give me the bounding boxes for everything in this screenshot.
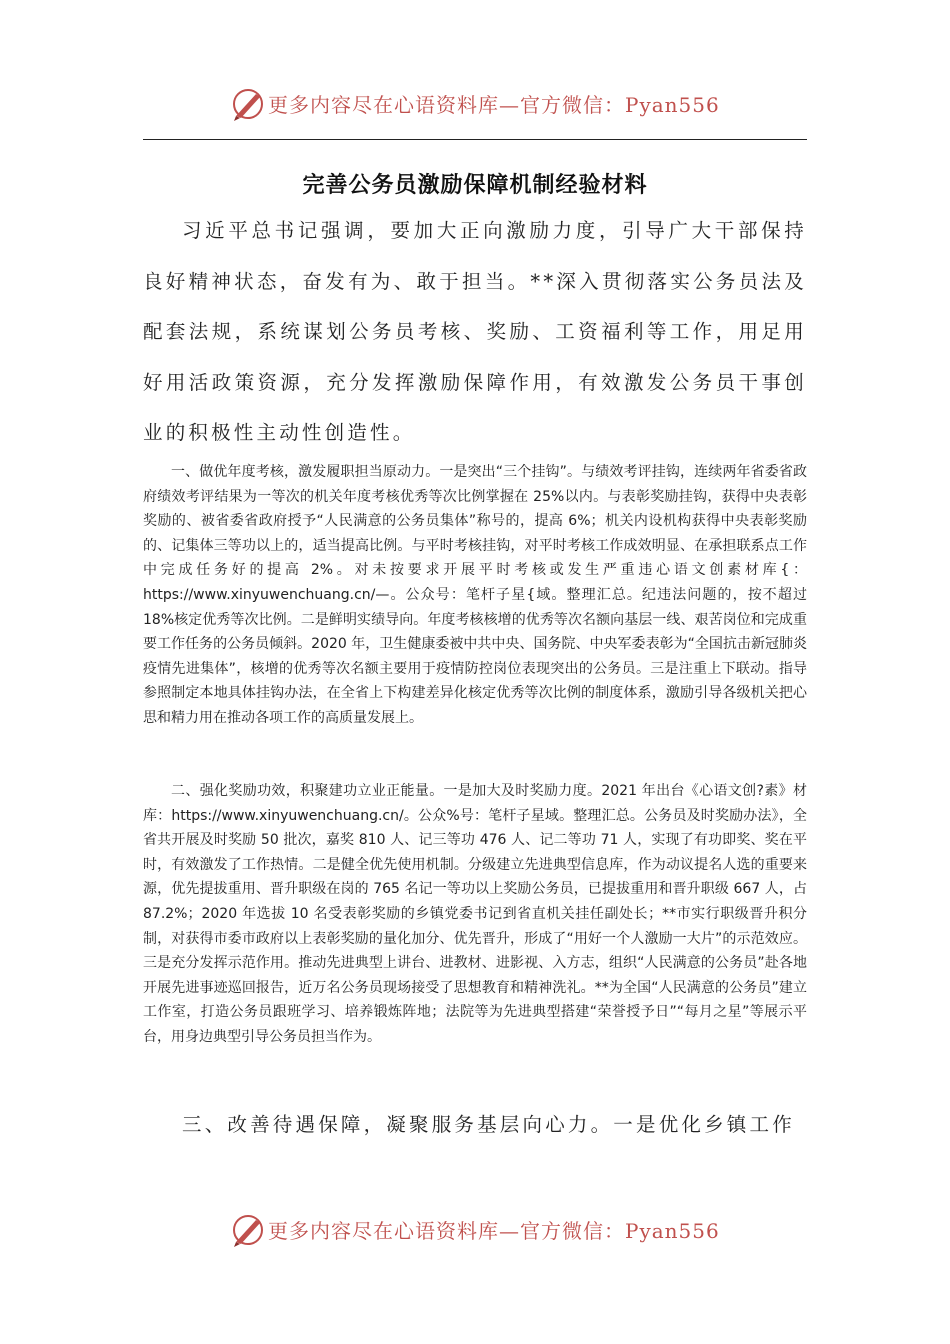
pen-logo-icon — [229, 1211, 267, 1249]
page-title: 完善公务员激励保障机制经验材料 — [302, 173, 648, 198]
section-1-paragraph: 一、做优年度考核，激发履职担当原动力。一是突出“三个挂钩”。与绩效考评挂钩，连续两年省委省政府绩效考评结果为一等次的机关年度考核优秀等次比例掌握在 25%以内。与表彰奖励挂钩，获得中央表彰奖励的、被省委省政府授予“人民满意的公务员集体”称号的，提高 6%；机关内设机构获得中央表彰奖励的、记集体三等功以上的，适当提高比例。与平时考核挂钩，对平时考核工作成效明显、在承担联系点工作中完成任务好的提高 2%。对未按要求开展平时考核或发生严重违心语文创素材库{：https://www.xinyuwenchuang.cn/—。公众号：笔杆子星{域。整理汇总。纪违法问题的，按不超过 18%核定优秀等次比例。二是鲜明实绩导向。年度考核核增的优秀等次名额向基层一线、艰苦岗位和完成重要工作任务的公务员倾斜。2020 年，卫生健康委被中共中央、国务院、中央军委表彰为“全国抗击新冠肺炎疫情先进集体”，核增的优秀等次名额主要用于疫情防控岗位表现突出的公务员。三是注重上下联动。指导参照制定本地具体挂钩办法，在全省上下构建差异化核定优秀等次比例的制度体系，激励引导各级机关把心思和精力用在推动各项工作的高质量发展上。 — [143, 464, 807, 726]
header-divider — [143, 139, 807, 140]
section-3-paragraph: 三、改善待遇保障，凝聚服务基层向心力。一是优化乡镇工作 — [182, 1113, 795, 1136]
header-banner — [0, 80, 950, 128]
footer-banner — [0, 1206, 950, 1254]
intro-paragraph: 习近平总书记强调，要加大正向激励力度，引导广大干部保持良好精神状态，奋发有为、敢于担当。**深入贯彻落实公务员法及配套法规，系统谋划公务员考核、奖励、工资福利等工作，用足用好用活政策资源，充分发挥激励保障作用，有效激发公务员干事创业的积极性主动性创造性。 — [143, 219, 807, 444]
section-2-paragraph: 二、强化奖励功效，积聚建功立业正能量。一是加大及时奖励力度。2021 年出台《心语文创?素》材库：https://www.xinyuwenchuang.cn/。公众%号：笔杆子星域。整理汇总。公务员及时奖励办法》，全省共开展及时奖励 50 批次，嘉奖 810 人、记三等功 476 人、记二等功 71 人，实现了有功即奖、奖在平时，有效激发了工作热情。二是健全优先使用机制。分级建立先进典型信息库，作为动议提名人选的重要来源，优先提拔重用、晋升职级在岗的 765 名记一等功以上奖励公务员，已提拔重用和晋升职级 667 人，占 87.2%；2020 年选拔 10 名受表彰奖励的乡镇党委书记到省直机关挂任副处长；**市实行职级晋升积分制，对获得市委市政府以上表彰奖励的量化加分、优先晋升，形成了“用好一个人激励一大片”的示范效应。三是充分发挥示范作用。推动先进典型上讲台、进教材、进影视、入方志，组织“人民满意的公务员”赴各地开展先进事迹巡回报告，近万名公务员现场接受了思想教育和精神洗礼。**为全国“人民满意的公务员”建立工作室，打造公务员跟班学习、培养锻炼阵地；法院等为先进典型搭建“荣誉授予日”“每月之星”等展示平台，用身边典型引导公务员担当作为。 — [143, 783, 807, 1045]
banner-text: 更多内容尽在心语资料库—官方微信：Pyan556 — [268, 93, 720, 117]
banner-text: 更多内容尽在心语资料库—官方微信：Pyan556 — [268, 1219, 720, 1243]
pen-logo-icon — [229, 85, 267, 123]
